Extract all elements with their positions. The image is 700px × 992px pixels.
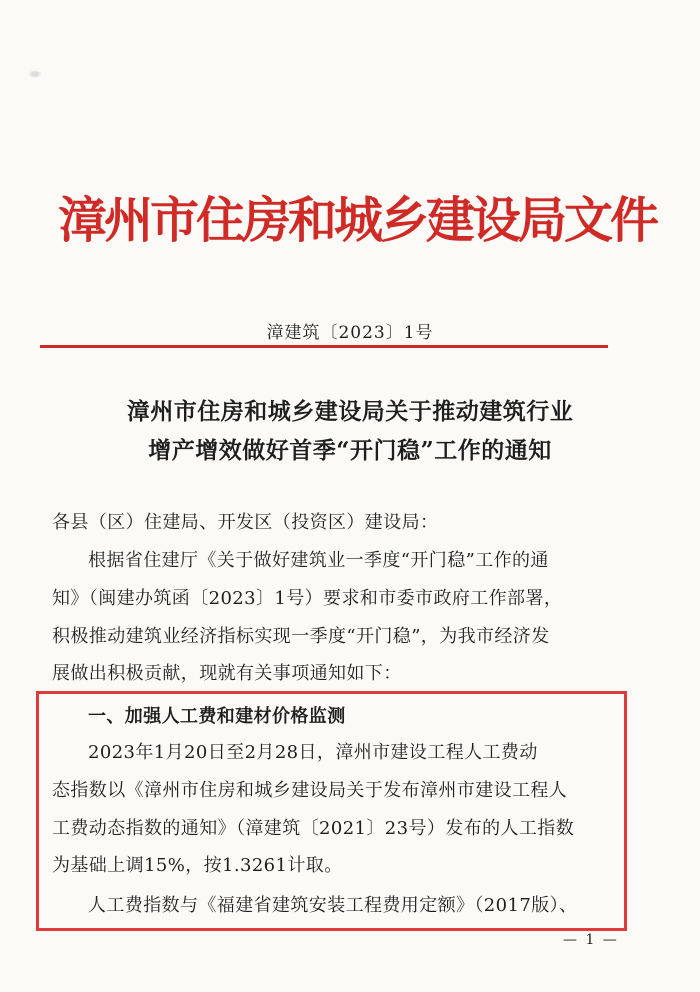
section-paragraph-line: 工费动态指数的通知》（漳建筑〔2021〕23号）发布的人工指数 [52, 818, 575, 839]
section-paragraph-line: 人工费指数与《福建省建筑安装工程费用定额》（2017版）、 [88, 895, 578, 916]
intro-line: 展做出积极贡献，现就有关事项通知如下： [52, 663, 402, 684]
paper-speck [28, 70, 42, 78]
intro-line: 根据省住建厅《关于做好建筑业一季度“开门稳”工作的通 [88, 550, 549, 571]
intro-line: 积极推动建筑业经济指标实现一季度“开门稳”，为我市经济发 [52, 626, 550, 647]
section-paragraph-line: 态指数以《漳州市住房和城乡建设局关于发布漳州市建设工程人 [52, 780, 568, 801]
section-paragraph-line: 2023年1月20日至2月28日，漳州市建设工程人工费动 [88, 742, 538, 763]
section-heading: 一、加强人工费和建材价格监测 [88, 706, 346, 727]
intro-line: 知》（闽建办筑函〔2023〕1号）要求和市委市政府工作部署， [52, 588, 563, 609]
notice-title-line-2: 增产增效做好首季“开门稳”工作的通知 [148, 437, 552, 464]
page-number: — 1 — [563, 932, 619, 948]
section-paragraph-line: 为基础上调15%，按1.3261计取。 [52, 855, 343, 876]
notice-title-line-1: 漳州市住房和城乡建设局关于推动建筑行业 [126, 398, 574, 425]
document-number: 漳建筑〔2023〕1号 [266, 323, 434, 343]
document-header-title: 漳州市住房和城乡建设局文件 [58, 192, 657, 249]
addressee: 各县（区）住建局、开发区（投资区）建设局： [52, 512, 439, 533]
red-divider-line [40, 345, 608, 348]
